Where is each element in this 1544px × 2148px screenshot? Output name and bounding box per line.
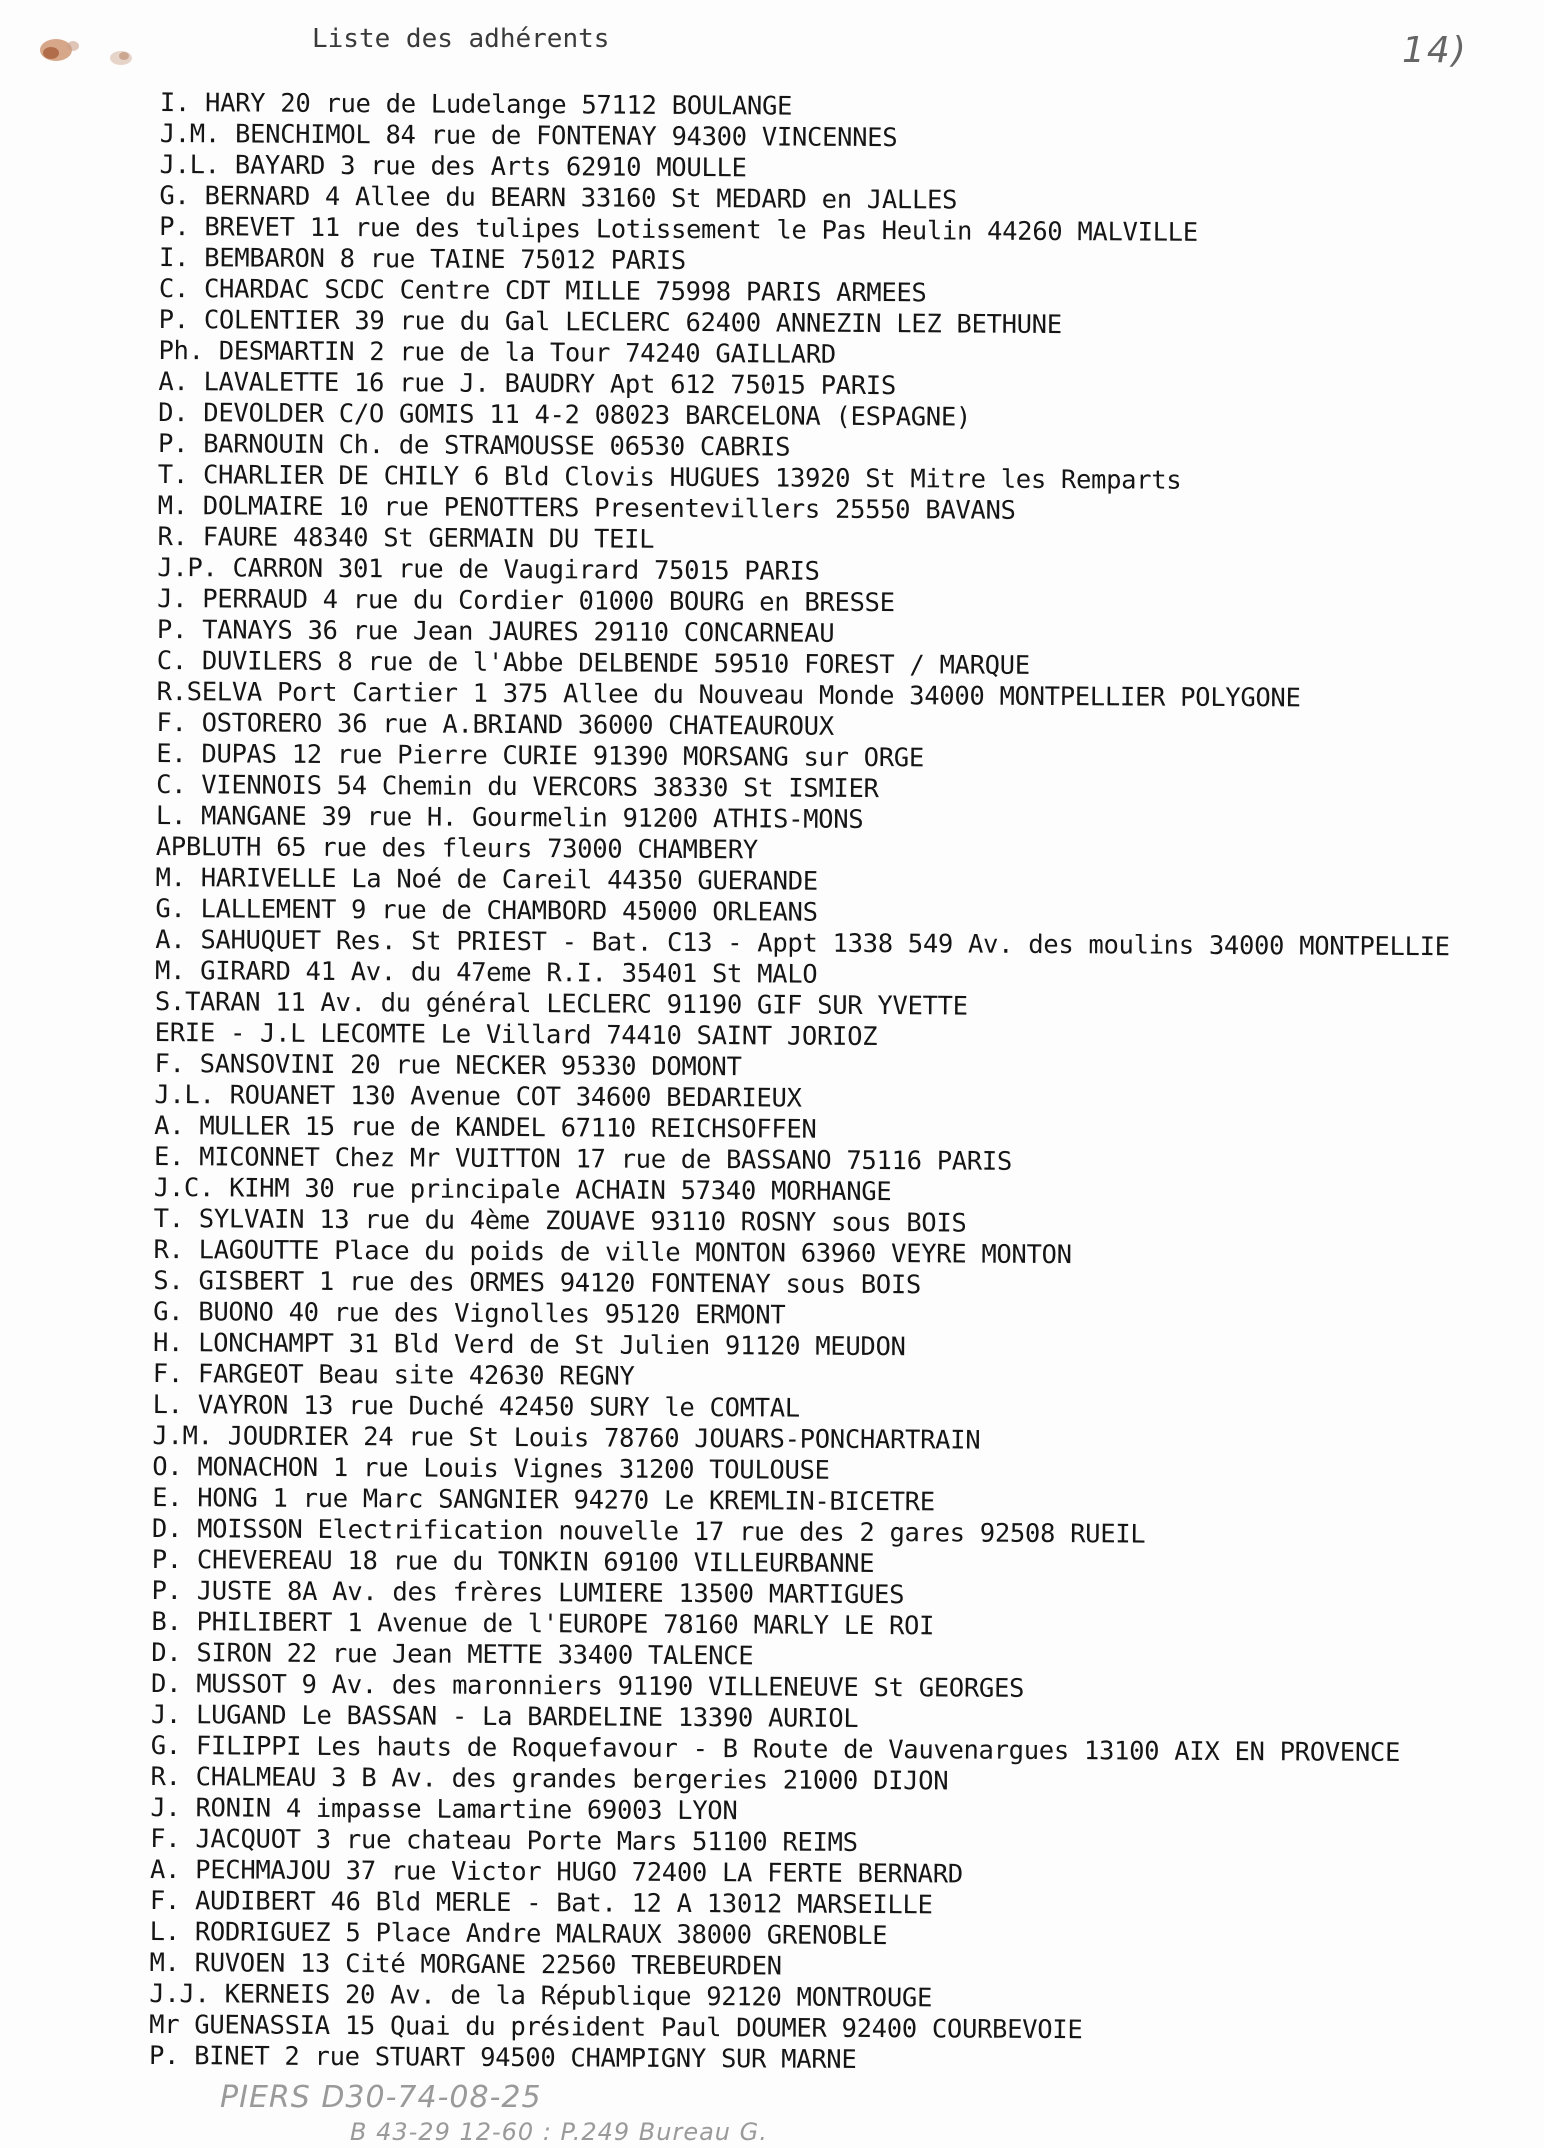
- member-entry: P. BREVET 11 rue des tulipes Lotissement le Pas Heulin 44260 MALVILLE: [159, 211, 1198, 248]
- member-entry: APBLUTH 65 rue des fleurs 73000 CHAMBERY: [155, 831, 758, 866]
- member-entry: P. JUSTE 8A Av. des frères LUMIERE 13500 MARTIGUES: [151, 1575, 905, 1611]
- member-entry: H. LONCHAMPT 31 Bld Verd de St Julien 91120 MEUDON: [152, 1327, 906, 1363]
- handwritten-note: PIERS D30-74-08-25: [220, 2080, 542, 2115]
- member-entry: J.J. KERNEIS 20 Av. de la République 92120 MONTROUGE: [149, 1978, 933, 2014]
- member-entry: G. BERNARD 4 Allee du BEARN 33160 St MEDARD en JALLES: [159, 180, 958, 216]
- member-entry: E. HONG 1 rue Marc SANGNIER 94270 Le KREMLIN-BICETRE: [152, 1482, 935, 1518]
- member-entry: J. LUGAND Le BASSAN - La BARDELINE 13390 AURIOL: [150, 1699, 859, 1734]
- member-entry: L. RODRIGUEZ 5 Place Andre MALRAUX 38000 GRENOBLE: [149, 1916, 888, 1952]
- member-entry: Ph. DESMARTIN 2 rue de la Tour 74240 GAILLARD: [158, 335, 836, 370]
- member-entry: D. MUSSOT 9 Av. des maronniers 91190 VILLENEUVE St GEORGES: [151, 1668, 1025, 1704]
- member-entry: E. DUPAS 12 rue Pierre CURIE 91390 MORSANG sur ORGE: [156, 738, 925, 774]
- member-entry: R.SELVA Port Cartier 1 375 Allee du Nouveau Monde 34000 MONTPELLIER POLYGONE: [156, 676, 1301, 714]
- member-entry: F. FARGEOT Beau site 42630 REGNY: [152, 1358, 635, 1392]
- member-entry: A. MULLER 15 rue de KANDEL 67110 REICHSOFFEN: [154, 1110, 817, 1145]
- member-entry: D. MOISSON Electrification nouvelle 17 rue des 2 gares 92508 RUEIL: [151, 1513, 1146, 1550]
- member-entry: I. BEMBARON 8 rue TAINE 75012 PARIS: [158, 242, 686, 276]
- member-entry: P. BARNOUIN Ch. de STRAMOUSSE 06530 CABRIS: [157, 428, 791, 463]
- member-entry: C. DUVILERS 8 rue de l'Abbe DELBENDE 59510 FOREST / MARQUE: [156, 645, 1030, 681]
- member-entry: T. CHARLIER DE CHILY 6 Bld Clovis HUGUES 13920 St Mitre les Remparts: [157, 459, 1182, 496]
- member-entry: D. DEVOLDER C/O GOMIS 11 4-2 08023 BARCELONA (ESPAGNE): [158, 397, 972, 433]
- member-entry: E. MICONNET Chez Mr VUITTON 17 rue de BASSANO 75116 PARIS: [153, 1141, 1013, 1177]
- member-entry: R. CHALMEAU 3 B Av. des grandes bergeries 21000 DIJON: [150, 1761, 949, 1797]
- member-entry: T. SYLVAIN 13 rue du 4ème ZOUAVE 93110 ROSNY sous BOIS: [153, 1203, 967, 1239]
- page-title: Liste des adhérents: [312, 24, 610, 54]
- member-entry: J.M. JOUDRIER 24 rue St Louis 78760 JOUARS-PONCHARTRAIN: [152, 1420, 981, 1456]
- member-entry: J.L. ROUANET 130 Avenue COT 34600 BEDARIEUX: [154, 1079, 802, 1114]
- member-entry: L. VAYRON 13 rue Duché 42450 SURY le COMTAL: [152, 1389, 800, 1424]
- member-entry: P. COLENTIER 39 rue du Gal LECLERC 62400 ANNEZIN LEZ BETHUNE: [158, 304, 1062, 341]
- member-entry: J. PERRAUD 4 rue du Cordier 01000 BOURG en BRESSE: [157, 583, 895, 619]
- member-entry: Mr GUENASSIA 15 Quai du président Paul DOUMER 92400 COURBEVOIE: [149, 2009, 1083, 2046]
- member-entry: L. MANGANE 39 rue H. Gourmelin 91200 ATHIS-MONS: [155, 800, 864, 835]
- member-entry: J. RONIN 4 impasse Lamartine 69003 LYON: [150, 1792, 738, 1827]
- member-entry: P. TANAYS 36 rue Jean JAURES 29110 CONCARNEAU: [156, 614, 835, 649]
- member-entry: F. JACQUOT 3 rue chateau Porte Mars 51100 REIMS: [150, 1823, 858, 1858]
- member-entry: F. OSTORERO 36 rue A.BRIAND 36000 CHATEAUROUX: [156, 707, 834, 742]
- handwritten-note: B 43-29 12-60 : P.249 Bureau G.: [350, 2118, 768, 2146]
- member-entry: F. SANSOVINI 20 rue NECKER 95330 DOMONT: [154, 1048, 742, 1083]
- member-entry: G. LALLEMENT 9 rue de CHAMBORD 45000 ORLEANS: [155, 893, 818, 928]
- member-entry: J.L. BAYARD 3 rue des Arts 62910 MOULLE: [159, 149, 747, 184]
- page-number: 14): [1402, 30, 1468, 71]
- member-entry: P. CHEVEREAU 18 rue du TONKIN 69100 VILLEURBANNE: [151, 1544, 875, 1580]
- member-entry: S.TARAN 11 Av. du général LECLERC 91190 GIF SUR YVETTE: [154, 986, 968, 1022]
- member-entry: M. RUVOEN 13 Cité MORGANE 22560 TREBEURDEN: [149, 1947, 782, 1982]
- member-entry: C. VIENNOIS 54 Chemin du VERCORS 38330 St ISMIER: [156, 769, 879, 805]
- member-entry: P. BINET 2 rue STUART 94500 CHAMPIGNY SUR MARNE: [148, 2040, 857, 2075]
- member-entry: C. CHARDAC SCDC Centre CDT MILLE 75998 PARIS ARMEES: [158, 273, 927, 309]
- member-entry: A. LAVALETTE 16 rue J. BAUDRY Apt 612 75015 PARIS: [158, 366, 897, 402]
- member-entry: S. GISBERT 1 rue des ORMES 94120 FONTENAY sous BOIS: [153, 1265, 922, 1301]
- member-list: [149, 88, 1455, 2079]
- member-entry: B. PHILIBERT 1 Avenue de l'EUROPE 78160 MARLY LE ROI: [151, 1606, 935, 1642]
- member-entry: M. DOLMAIRE 10 rue PENOTTERS Presentevillers 25550 BAVANS: [157, 490, 1016, 526]
- member-entry: R. FAURE 48340 St GERMAIN DU TEIL: [157, 521, 655, 555]
- member-entry: R. LAGOUTTE Place du poids de ville MONTON 63960 VEYRE MONTON: [153, 1234, 1072, 1271]
- member-entry: A. PECHMAJOU 37 rue Victor HUGO 72400 LA FERTE BERNARD: [149, 1854, 963, 1890]
- member-entry: D. SIRON 22 rue Jean METTE 33400 TALENCE: [151, 1637, 754, 1672]
- member-entry: M. GIRARD 41 Av. du 47eme R.I. 35401 St MALO: [154, 955, 818, 990]
- member-entry: O. MONACHON 1 rue Louis Vignes 31200 TOULOUSE: [152, 1451, 830, 1486]
- member-entry: G. FILIPPI Les hauts de Roquefavour - B Route de Vauvenargues 13100 AIX EN PROVENCE: [150, 1730, 1401, 1768]
- member-entry: J.C. KIHM 30 rue principale ACHAIN 57340 MORHANGE: [153, 1172, 892, 1208]
- member-entry: F. AUDIBERT 46 Bld MERLE - Bat. 12 A 13012 MARSEILLE: [149, 1885, 933, 1921]
- member-entry: J.P. CARRON 301 rue de Vaugirard 75015 PARIS: [157, 552, 820, 587]
- member-entry: G. BUONO 40 rue des Vignolles 95120 ERMONT: [153, 1296, 786, 1331]
- member-entry: M. HARIVELLE La Noé de Careil 44350 GUERANDE: [155, 862, 818, 897]
- member-entry: A. SAHUQUET Res. St PRIEST - Bat. C13 - Appt 1338 549 Av. des moulins 34000 MONTPELLIE: [155, 924, 1450, 963]
- stain-mark-icon: [26, 28, 146, 76]
- member-entry: J.M. BENCHIMOL 84 rue de FONTENAY 94300 VINCENNES: [159, 118, 898, 154]
- member-entry: I. HARY 20 rue de Ludelange 57112 BOULANGE: [159, 88, 793, 122]
- member-entry: ERIE - J.L LECOMTE Le Villard 74410 SAINT JORIOZ: [154, 1017, 878, 1053]
